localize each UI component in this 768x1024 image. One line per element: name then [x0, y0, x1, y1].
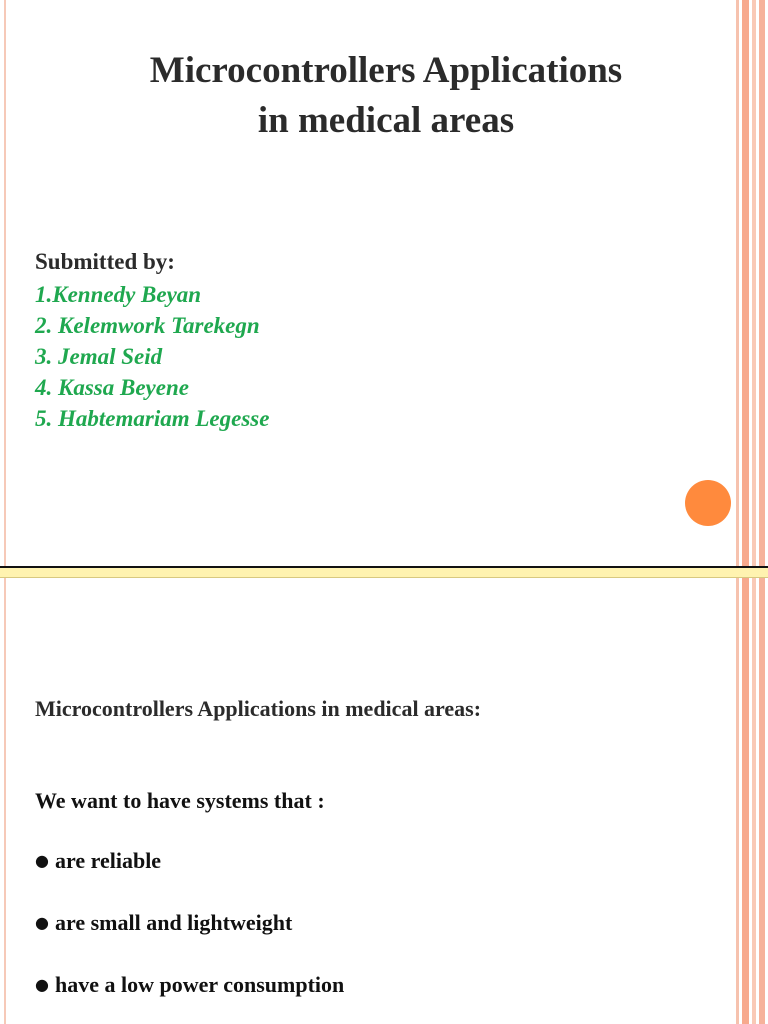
left-border-line	[4, 0, 6, 566]
bullet-icon: ●	[35, 975, 49, 994]
list-item	[35, 972, 344, 1024]
slide-title	[60, 46, 712, 146]
slide-2-intro: We want to have systems that :	[35, 788, 325, 813]
author-item: 5. Habtemariam Legesse	[35, 406, 270, 431]
right-border-stripe	[759, 0, 765, 566]
orange-circle-decoration	[685, 480, 731, 526]
slide-2	[0, 578, 768, 1024]
list-item	[35, 910, 344, 972]
submitted-by-label: Submitted by:	[35, 249, 175, 274]
left-border-line	[4, 578, 6, 1024]
list-item	[35, 848, 344, 910]
list-item-text: are reliable	[54, 848, 162, 873]
right-border-stripe	[736, 0, 739, 566]
author-item: 2. Kelemwork Tarekegn	[35, 313, 260, 338]
author-item: 3. Jemal Seid	[35, 344, 163, 369]
right-border-stripe	[759, 578, 765, 1024]
right-border-stripe	[736, 578, 739, 1024]
list-item-text: are small and lightweight	[54, 910, 293, 935]
right-border-stripe	[742, 0, 749, 566]
author-list	[35, 279, 269, 434]
right-border-stripe	[742, 578, 749, 1024]
title-line-2: in medical areas	[257, 100, 515, 141]
author-item: 1.Kennedy Beyan	[35, 282, 202, 307]
title-line-1: Microcontrollers Applications	[149, 50, 623, 91]
bullet-icon: ●	[35, 851, 49, 870]
right-border-stripe	[752, 578, 756, 1024]
slide-2-heading: Microcontrollers Applications in medical areas:	[35, 696, 482, 721]
list-item-text: have a low power consumption	[54, 972, 345, 997]
author-item: 4. Kassa Beyene	[35, 375, 189, 400]
requirements-list	[35, 848, 344, 1024]
slide-divider	[0, 566, 768, 578]
bullet-icon: ●	[35, 913, 49, 932]
right-border-stripe	[752, 0, 756, 566]
